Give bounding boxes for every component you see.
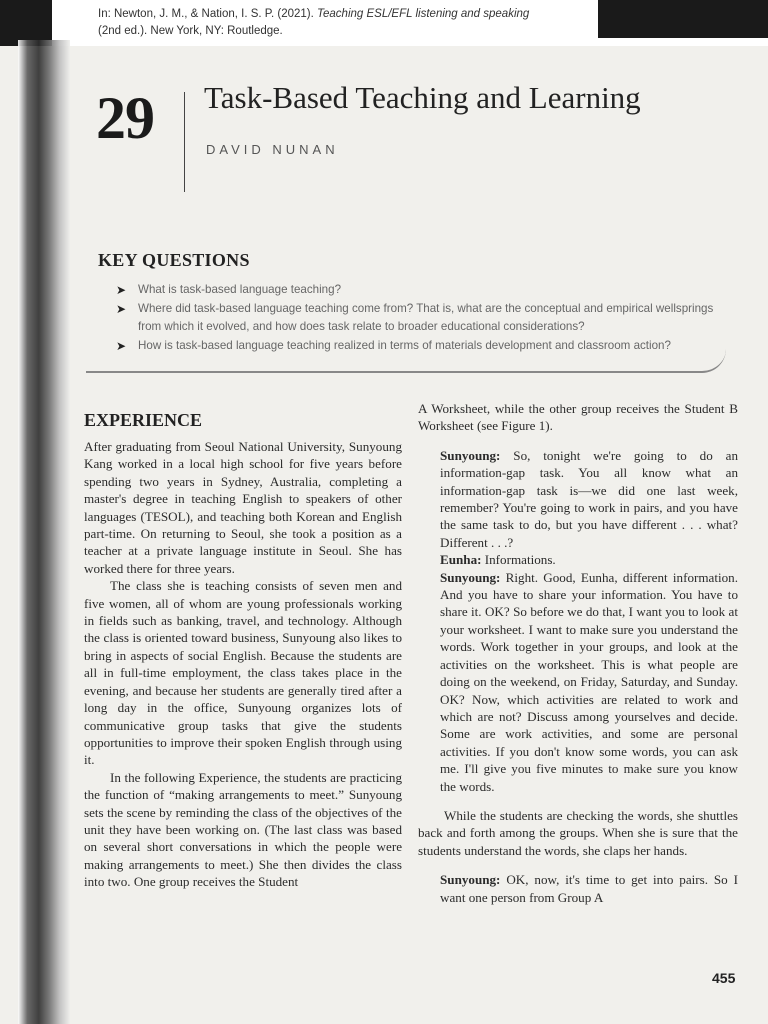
body-paragraph: The class she is teaching consists of seven men and five women, all of whom are young professionals working in fields such as banking, travel, and technology. Although the class is oriented toward business, Sunyoung also likes to bring in aspects of social English. Because the students are all in full-time employment, the class takes place in the evening, and because her students are generally tired after a long day in the office, Sunyoung organizes lots of communicative group tasks that give the students opportunities to improve their spoken English through using it.	[84, 578, 402, 768]
arrow-bullet-icon: ➤	[116, 302, 127, 316]
dialogue-line	[418, 569, 738, 795]
speaker-name: Sunyoung:	[440, 872, 501, 888]
key-questions-heading: KEY QUESTIONS	[98, 250, 250, 270]
citation	[98, 6, 568, 40]
key-question-item: ➤ What is task-based language teaching?	[116, 283, 342, 297]
body-paragraph: After graduating from Seoul National University, Sunyoung Kang worked in a local high school for five years before spending two years in Sydney, Australia, completing a master's degree in teaching English to speakers of other languages (TESOL), and teaching both Korean and English part-time. On returning to Seoul, she took a position as a teacher at a private language institute in Seoul. She has worked there for three years.	[84, 439, 402, 576]
dialogue-line	[418, 551, 738, 568]
dialogue-text: Informations.	[481, 552, 556, 568]
citation-prefix: In: Newton, J. M., & Nation, I. S. P. (2021).	[98, 8, 318, 20]
arrow-bullet-icon: ➤	[116, 283, 127, 297]
dialogue-text: So, tonight we're going to do an information-gap task. You all know what an information-gap task is—we did one last week, remember? You're going to work in pairs, and you have the same task to do, but you have different . . . what? Different . . .?	[440, 447, 738, 550]
chapter-title: Task-Based Teaching and Learning	[204, 80, 641, 115]
right-column	[418, 400, 738, 906]
body-paragraph: While the students are checking the words, she shuttles back and forth among the groups. When she is sure that the students understand the words, she claps her hands.	[418, 807, 738, 858]
speaker-name: Sunyoung:	[440, 569, 501, 585]
dialogue-line	[418, 447, 738, 551]
chapter-number: 29	[96, 85, 154, 151]
key-questions-list	[116, 281, 718, 356]
dialogue-text: Right. Good, Eunha, different information. And you have to share your information. You have to share it. OK? So before we do that, I want you to look at your worksheet. I want to make sure you understand the words. Work together in your groups, and look at the activities on the worksheet. This is what people are doing on the weekend, on Friday, Saturday, and Sunday. OK? Now, which activities are related to work and which are not? Discuss among yourselves and decide. Some are work activities, and some are personal activities. If you don't know some words, you can ask me. I'll give you five minutes to make sure you know the words.	[440, 569, 738, 794]
key-question-item: ➤ How is task-based language teaching realized in terms of materials development and classroom action?	[116, 339, 671, 353]
citation-publisher: (2nd ed.). New York, NY: Routledge.	[98, 25, 283, 37]
dialogue-line	[418, 871, 738, 906]
citation-book-title: Teaching ESL/EFL listening and speaking	[317, 8, 530, 20]
speaker-name: Sunyoung:	[440, 447, 501, 463]
chapter-author: DAVID NUNAN	[206, 142, 339, 157]
chapter-divider	[184, 92, 185, 192]
scan-shadow-right	[598, 0, 768, 38]
key-question-item: ➤ Where did task-based language teaching come from? That is, what are the conceptual and empirical wellsprings from which it evolved, and how does task relate to broader educational considerations?	[116, 302, 714, 333]
left-column	[84, 438, 402, 891]
page-number: 455	[712, 970, 736, 986]
dialogue-text: OK, now, it's time to get into pairs. So I want one person from Group A	[440, 872, 738, 905]
experience-heading: EXPERIENCE	[84, 410, 203, 430]
body-paragraph: A Worksheet, while the other group receives the Student B Worksheet (see Figure 1).	[418, 401, 738, 434]
speaker-name: Eunha:	[440, 552, 482, 568]
arrow-bullet-icon: ➤	[116, 339, 127, 353]
book-spine-shadow	[18, 40, 70, 1024]
body-paragraph: In the following Experience, the students are practicing the function of “making arrangements to meet.” Sunyoung sets the scene by reminding the class of the objectives of the unit they have been working on. (The last class was based on several short conversations in which the people were making arrangements to meet.) She then divides the class into two. One group receives the Student	[84, 769, 402, 890]
